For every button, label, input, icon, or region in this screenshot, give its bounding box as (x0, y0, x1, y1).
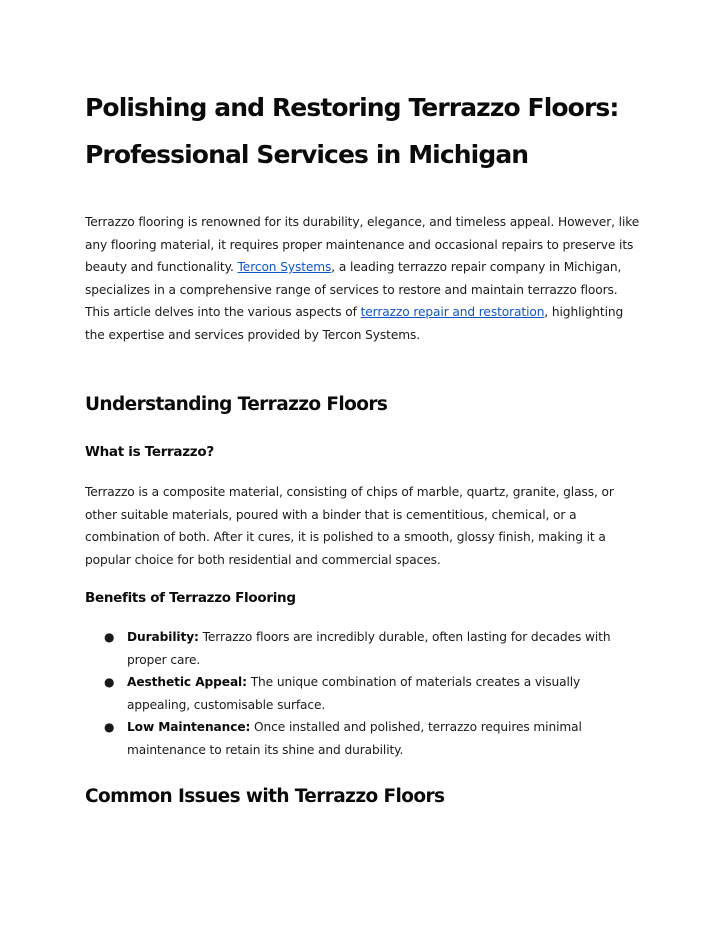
benefit-label: Durability: (127, 630, 199, 644)
section-heading-common-issues: Common Issues with Terrazzo Floors (85, 786, 445, 807)
intro-text-1: Terrazzo flooring is renowned for its durability, elegance, and timeless appeal. However, like any flooring material, it requires proper maintenance and occasional repairs to preserve its beauty and functionality. (85, 215, 640, 274)
benefit-text: Terrazzo floors are incredibly durable, often lasting for decades with proper care. (127, 630, 611, 667)
benefit-label: Aesthetic Appeal: (127, 675, 247, 689)
bullet-icon: ● (104, 630, 115, 644)
intro-paragraph (85, 211, 645, 346)
terrazzo-repair-link[interactable]: terrazzo repair and restoration (360, 305, 545, 319)
benefit-text: Once installed and polished, terrazzo requires minimal maintenance to retain its shine and durability. (127, 720, 582, 757)
intro-text-3: , highlighting the expertise and services provided by Tercon Systems. (85, 305, 624, 342)
list-item (85, 671, 627, 716)
section-heading-understanding: Understanding Terrazzo Floors (85, 394, 388, 415)
page-title: Polishing and Restoring Terrazzo Floors: Professional Services in Michigan (85, 93, 619, 169)
bullet-icon: ● (104, 720, 115, 734)
bullet-icon: ● (104, 675, 115, 689)
tercon-systems-link[interactable]: Tercon Systems (237, 260, 332, 274)
benefit-text: The unique combination of materials creates a visually appealing, customisable surface. (127, 675, 581, 712)
list-item (85, 626, 627, 671)
benefit-label: Low Maintenance: (127, 720, 251, 734)
what-is-terrazzo-paragraph: Terrazzo is a composite material, consisting of chips of marble, quartz, granite, glass, or other suitable materials, poured with a binder that is cementitious, chemical, or a combination of both. After it cures, it is polished to a smooth, glossy finish, making it a popular choice for both residential and commercial spaces. (85, 485, 614, 567)
benefits-list (85, 626, 645, 761)
subheading-benefits: Benefits of Terrazzo Flooring (85, 590, 296, 606)
subheading-what-is-terrazzo: What is Terrazzo? (85, 444, 214, 460)
intro-text-2: , a leading terrazzo repair company in Michigan, specializes in a comprehensive range of services to restore and maintain terrazzo floors. This article delves into the various aspects of (85, 260, 622, 319)
list-item (85, 716, 627, 761)
